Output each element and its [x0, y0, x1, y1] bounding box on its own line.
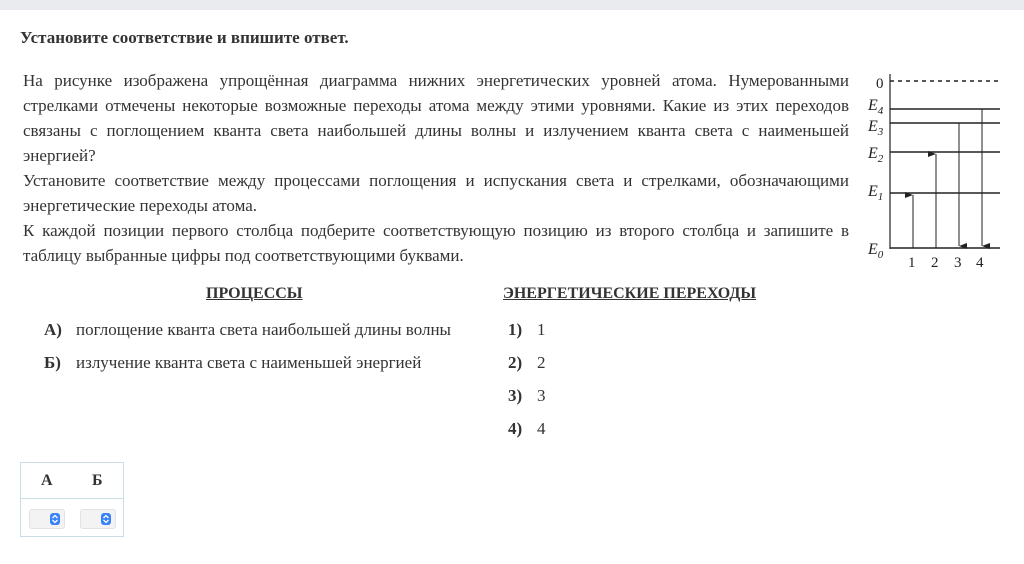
- transition-text: 2: [537, 353, 546, 372]
- process-item-b: [44, 353, 421, 373]
- answer-header-b: Б: [92, 472, 103, 489]
- arrow-label-3: 3: [954, 255, 962, 271]
- answer-select-a[interactable]: [29, 509, 65, 529]
- process-text: излучение кванта света с наименьшей энергией: [76, 353, 422, 372]
- transition-item-4: [508, 419, 546, 439]
- task-paragraph-2: Установите соответствие между процессами поглощения и испускания света и стрелками, обозначающими энергетические переходы атома.: [23, 171, 849, 215]
- task-title: Установите соответствие и впишите ответ.: [20, 28, 349, 47]
- svg-text:E2: $E_2$: [868, 145, 884, 165]
- svg-text:E4: $E_4$: [868, 97, 884, 117]
- transition-text: 1: [537, 320, 546, 339]
- level-e2: [867, 145, 1000, 165]
- transition-text: 3: [537, 386, 546, 405]
- transition-label: 2): [508, 353, 523, 372]
- answer-header-a: А: [41, 472, 53, 489]
- energy-level-diagram: [862, 70, 1012, 272]
- process-label: Б): [44, 353, 61, 372]
- transition-text: 4: [537, 419, 546, 438]
- answer-table: [20, 462, 124, 537]
- task-paragraph-1: На рисунке изображена упрощённая диаграмма нижних энергетических уровней атома. Нумерованными стрелками отмечены некоторые возможные переходы атома между этими уровнями. Какие из этих переходов связаны с поглощением кванта света наибольшей длины волны и излучением кванта света с наименьшей энергией?: [23, 71, 849, 165]
- zero-level-label: 0: [876, 76, 884, 92]
- svg-text:E1: $E_1$: [868, 183, 884, 203]
- processes-header: ПРОЦЕССЫ: [206, 285, 303, 302]
- arrow-label-4: 4: [976, 255, 984, 271]
- svg-text:E3: $E_3$: [868, 118, 884, 138]
- select-stepper-icon: [101, 513, 111, 525]
- svg-text:E0: $E_0$: [868, 241, 884, 261]
- arrow-label-2: 2: [931, 255, 939, 271]
- level-e4: [867, 97, 1000, 117]
- task-paragraph-3: К каждой позиции первого столбца подберите соответствующую позицию из второго столбца и запишите в таблицу выбранные цифры под соответствующими буквами.: [23, 221, 849, 265]
- process-text: поглощение кванта света наибольшей длины волны: [76, 320, 451, 339]
- process-label: А): [44, 320, 62, 339]
- select-stepper-icon: [50, 513, 60, 525]
- transitions-header: ЭНЕРГЕТИЧЕСКИЕ ПЕРЕХОДЫ: [503, 285, 757, 302]
- transition-item-1: [508, 320, 546, 340]
- level-e1: [867, 183, 1000, 203]
- transition-label: 1): [508, 320, 523, 339]
- transition-item-2: [508, 353, 546, 373]
- arrow-label-1: 1: [908, 255, 916, 271]
- transition-item-3: [508, 386, 546, 406]
- answer-select-b[interactable]: [80, 509, 116, 529]
- process-item-a: [44, 320, 451, 340]
- level-e3: [867, 118, 1000, 138]
- answer-table-header: [21, 463, 123, 499]
- transition-label: 3): [508, 386, 523, 405]
- transition-label: 4): [508, 419, 523, 438]
- top-bar: [0, 0, 1024, 10]
